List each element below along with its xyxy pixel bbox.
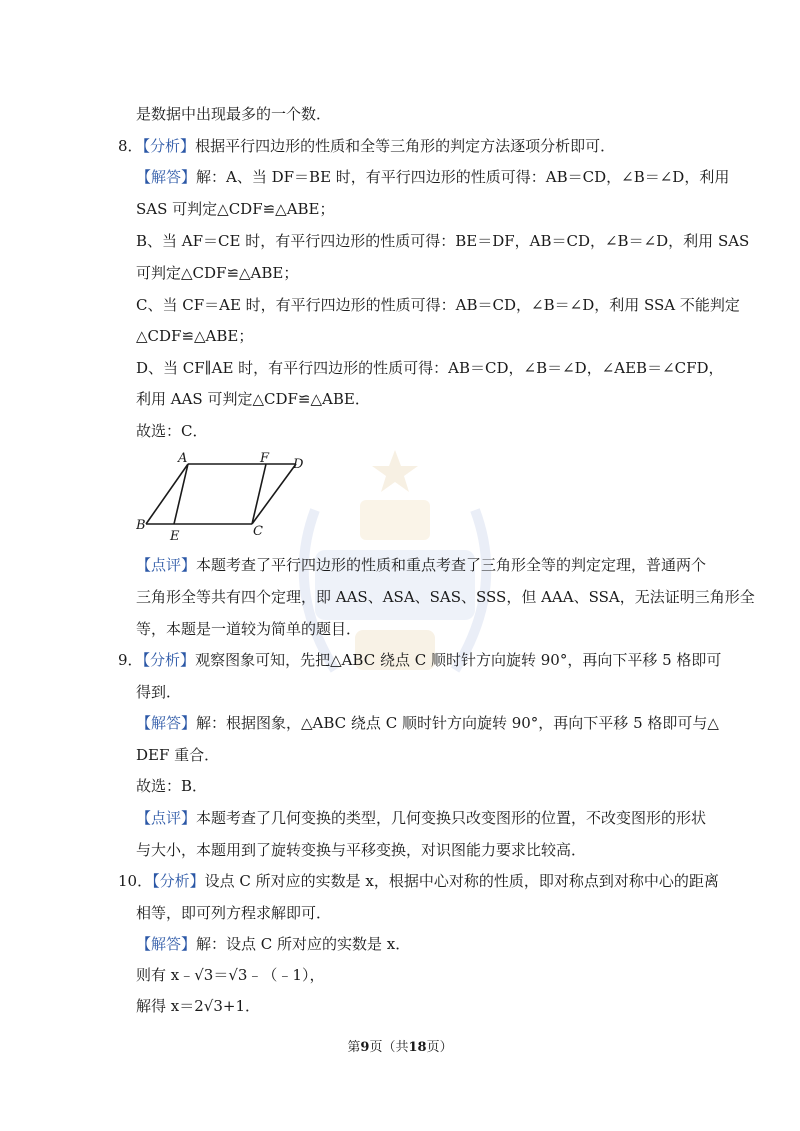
question-number: 9． xyxy=(118,651,143,669)
label-e: E xyxy=(170,529,180,544)
equation-line: 则有 x﹣√3＝√3﹣（﹣1）， xyxy=(136,966,325,984)
question-8-answer xyxy=(136,167,729,187)
text-line: 可判定△CDF≌△ABE； xyxy=(136,264,299,282)
footer-mid: 页（共 xyxy=(369,1040,409,1055)
question-9-comment xyxy=(136,808,706,828)
comment-tag: 【点评】 xyxy=(136,809,197,827)
question-8-comment xyxy=(136,555,706,575)
label-c: C xyxy=(253,524,263,539)
comment-tag: 【点评】 xyxy=(136,556,197,574)
answer-text: 解：A、当 DF＝BE 时，有平行四边形的性质可得：AB＝CD，∠B＝∠D，利用 xyxy=(196,168,730,186)
answer-tag: 【解答】 xyxy=(136,714,197,732)
equation-line: 解得 x＝2√3+1． xyxy=(136,997,260,1015)
label-b: B xyxy=(136,518,146,533)
text-line: 得到． xyxy=(136,683,182,701)
question-8-analysis xyxy=(118,136,615,156)
footer-prefix: 第 xyxy=(347,1040,361,1055)
analysis-text: 设点 C 所对应的实数是 x，根据中心对称的性质，即对称点到对称中心的距离 xyxy=(204,872,719,890)
text-line: 利用 AAS 可判定△CDF≌△ABE． xyxy=(136,390,370,408)
answer-text: 解：根据图象，△ABC 绕点 C 顺时针方向旋转 90°，再向下平移 5 格即可与△ xyxy=(196,714,719,732)
answer-tag: 【解答】 xyxy=(136,935,197,953)
text-line: 与大小，本题用到了旋转变换与平移变换，对识图能力要求比较高． xyxy=(136,841,587,859)
text-line: △CDF≌△ABE； xyxy=(136,327,254,345)
question-10-answer xyxy=(136,934,410,954)
total-pages-number: 18 xyxy=(408,1040,427,1055)
answer-text: 解：设点 C 所对应的实数是 x． xyxy=(196,935,411,953)
text-line: 相等，即可列方程求解即可． xyxy=(136,904,332,922)
page-footer xyxy=(0,1036,800,1055)
footer-suffix: 页） xyxy=(426,1040,453,1055)
comment-text: 本题考查了几何变换的类型，几何变换只改变图形的位置，不改变图形的形状 xyxy=(196,809,707,827)
analysis-text: 观察图象可知，先把△ABC 绕点 C 顺时针方向旋转 90°，再向下平移 5 格即可 xyxy=(195,651,722,669)
current-page-number: 9 xyxy=(360,1040,370,1055)
text-line: DEF 重合． xyxy=(136,746,220,764)
question-9-analysis xyxy=(118,650,721,670)
label-a: A xyxy=(178,451,188,466)
answer-tag: 【解答】 xyxy=(136,168,197,186)
question-9-answer xyxy=(136,713,719,733)
text-line: 故选：B． xyxy=(136,777,208,795)
parallelogram-figure xyxy=(136,448,316,544)
text-line: SAS 可判定△CDF≌△ABE； xyxy=(136,200,335,218)
question-number: 8． xyxy=(118,137,143,155)
text-line: D、当 CF∥AE 时，有平行四边形的性质可得：AB＝CD，∠B＝∠D，∠AEB＝∠CFD， xyxy=(136,359,724,377)
analysis-tag: 【分析】 xyxy=(142,137,196,155)
text-line: 三角形全等共有四个定理，即 AAS、ASA、SAS、SSS，但 AAA、SSA，无法证明三角形全 xyxy=(136,588,755,606)
label-d: D xyxy=(293,457,304,472)
analysis-tag: 【分析】 xyxy=(152,872,205,890)
analysis-tag: 【分析】 xyxy=(142,651,196,669)
question-10-analysis xyxy=(118,871,719,891)
text-line: C、当 CF＝AE 时，有平行四边形的性质可得：AB＝CD，∠B＝∠D，利用 SSA 不能判定 xyxy=(136,296,740,314)
label-f: F xyxy=(260,451,270,466)
question-number: 10． xyxy=(118,872,153,890)
analysis-text: 根据平行四边形的性质和全等三角形的判定方法逐项分析即可． xyxy=(195,137,616,155)
text-line: 等，本题是一道较为简单的题目． xyxy=(136,620,362,638)
text-line: B、当 AF＝CE 时，有平行四边形的性质可得：BE＝DF，AB＝CD，∠B＝∠D，利用 SAS xyxy=(136,232,750,250)
text-line: 故选：C． xyxy=(136,422,208,440)
comment-text: 本题考查了平行四边形的性质和重点考查了三角形全等的判定定理，普通两个 xyxy=(196,556,707,574)
text-line: 是数据中出现最多的一个数． xyxy=(136,105,332,123)
